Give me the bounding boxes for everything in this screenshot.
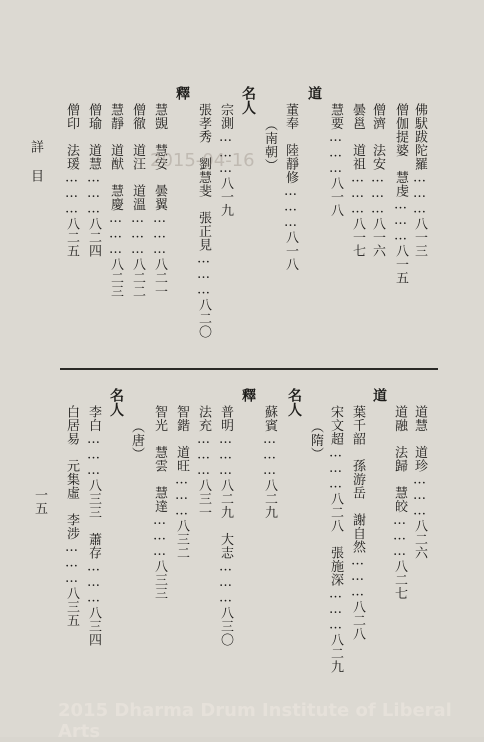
entry-lower-10: 智光 慧雲 慧達………八三三 <box>152 405 167 600</box>
entry-lower-9: 智鍇 道旺………八三二 <box>174 405 189 560</box>
entry-lower-8: 法充………八三一 <box>196 405 211 519</box>
section-divider <box>60 368 438 370</box>
entry-upper-10: 慧覬 慧安 曇翼………八二一 <box>152 103 167 298</box>
entry-upper-8: 宗測………八一九 <box>218 103 233 217</box>
entry-upper-14: 僧印 法瑗………八二五 <box>64 103 79 258</box>
entry-upper-5: 慧要………八一八 <box>328 103 343 217</box>
section-dao-upper: 道 <box>306 86 322 101</box>
page-number: 一五 <box>32 488 47 515</box>
section-shi-lower: 釋 <box>240 388 256 403</box>
section-mingren-upper: 名人 <box>240 86 256 115</box>
entry-lower-6: 蘇賓………八二九 <box>262 405 277 519</box>
entry-upper-7: 董奉 陸靜修………八一八 <box>283 103 298 271</box>
section-mingren-lower-2: 名人 <box>108 388 124 417</box>
entry-lower-4: 宋文超………八二八 張施深………八二九 <box>328 405 343 674</box>
dynasty-nanchao: （南朝） <box>262 118 277 172</box>
entry-lower-1: 道慧 道珍………八二六 <box>412 405 427 560</box>
side-title: 詳 目 <box>28 140 43 183</box>
section-dao-lower: 道 <box>371 388 387 403</box>
entry-upper-3: 僧濟 法安………八一六 <box>370 103 385 258</box>
entry-upper-12: 慧靜 道猷 慧慶………八二三 <box>108 103 123 298</box>
entry-upper-2: 僧伽提婆 慧虔………八一五 <box>393 103 408 285</box>
dynasty-sui: （隋） <box>308 420 323 461</box>
dynasty-tang: （唐） <box>129 420 144 461</box>
entry-lower-3: 葉千韶 孫游岳 謝自然………八二八 <box>350 405 365 641</box>
entry-lower-2: 道融 法歸 慧皎………八二七 <box>392 405 407 600</box>
entry-upper-13: 僧瑜 道慧………八二四 <box>86 103 101 258</box>
entry-lower-7: 普明………八二九 大志………八三〇 <box>218 405 233 647</box>
entry-upper-4: 曇邕 道祖………八一七 <box>350 103 365 258</box>
institute-watermark: 2015 Dharma Drum Institute of Liberal Arts <box>58 700 452 742</box>
date-watermark: 2015-04-16 <box>150 150 255 171</box>
entry-lower-12: 李白………八三三 蕭存………八三四 <box>86 405 101 647</box>
entry-upper-11: 僧徹 道汪 道溫………八二二 <box>130 103 145 298</box>
entry-lower-13: 白居易 元集虛 李涉………八三五 <box>64 405 79 627</box>
section-mingren-lower: 名人 <box>286 388 302 417</box>
entry-upper-9: 張孝秀 劉慧斐 張正見………八二〇 <box>196 103 211 339</box>
entry-upper-1: 佛䭾跋陀羅………八一三 <box>412 103 427 258</box>
section-shi-upper: 釋 <box>174 86 190 101</box>
